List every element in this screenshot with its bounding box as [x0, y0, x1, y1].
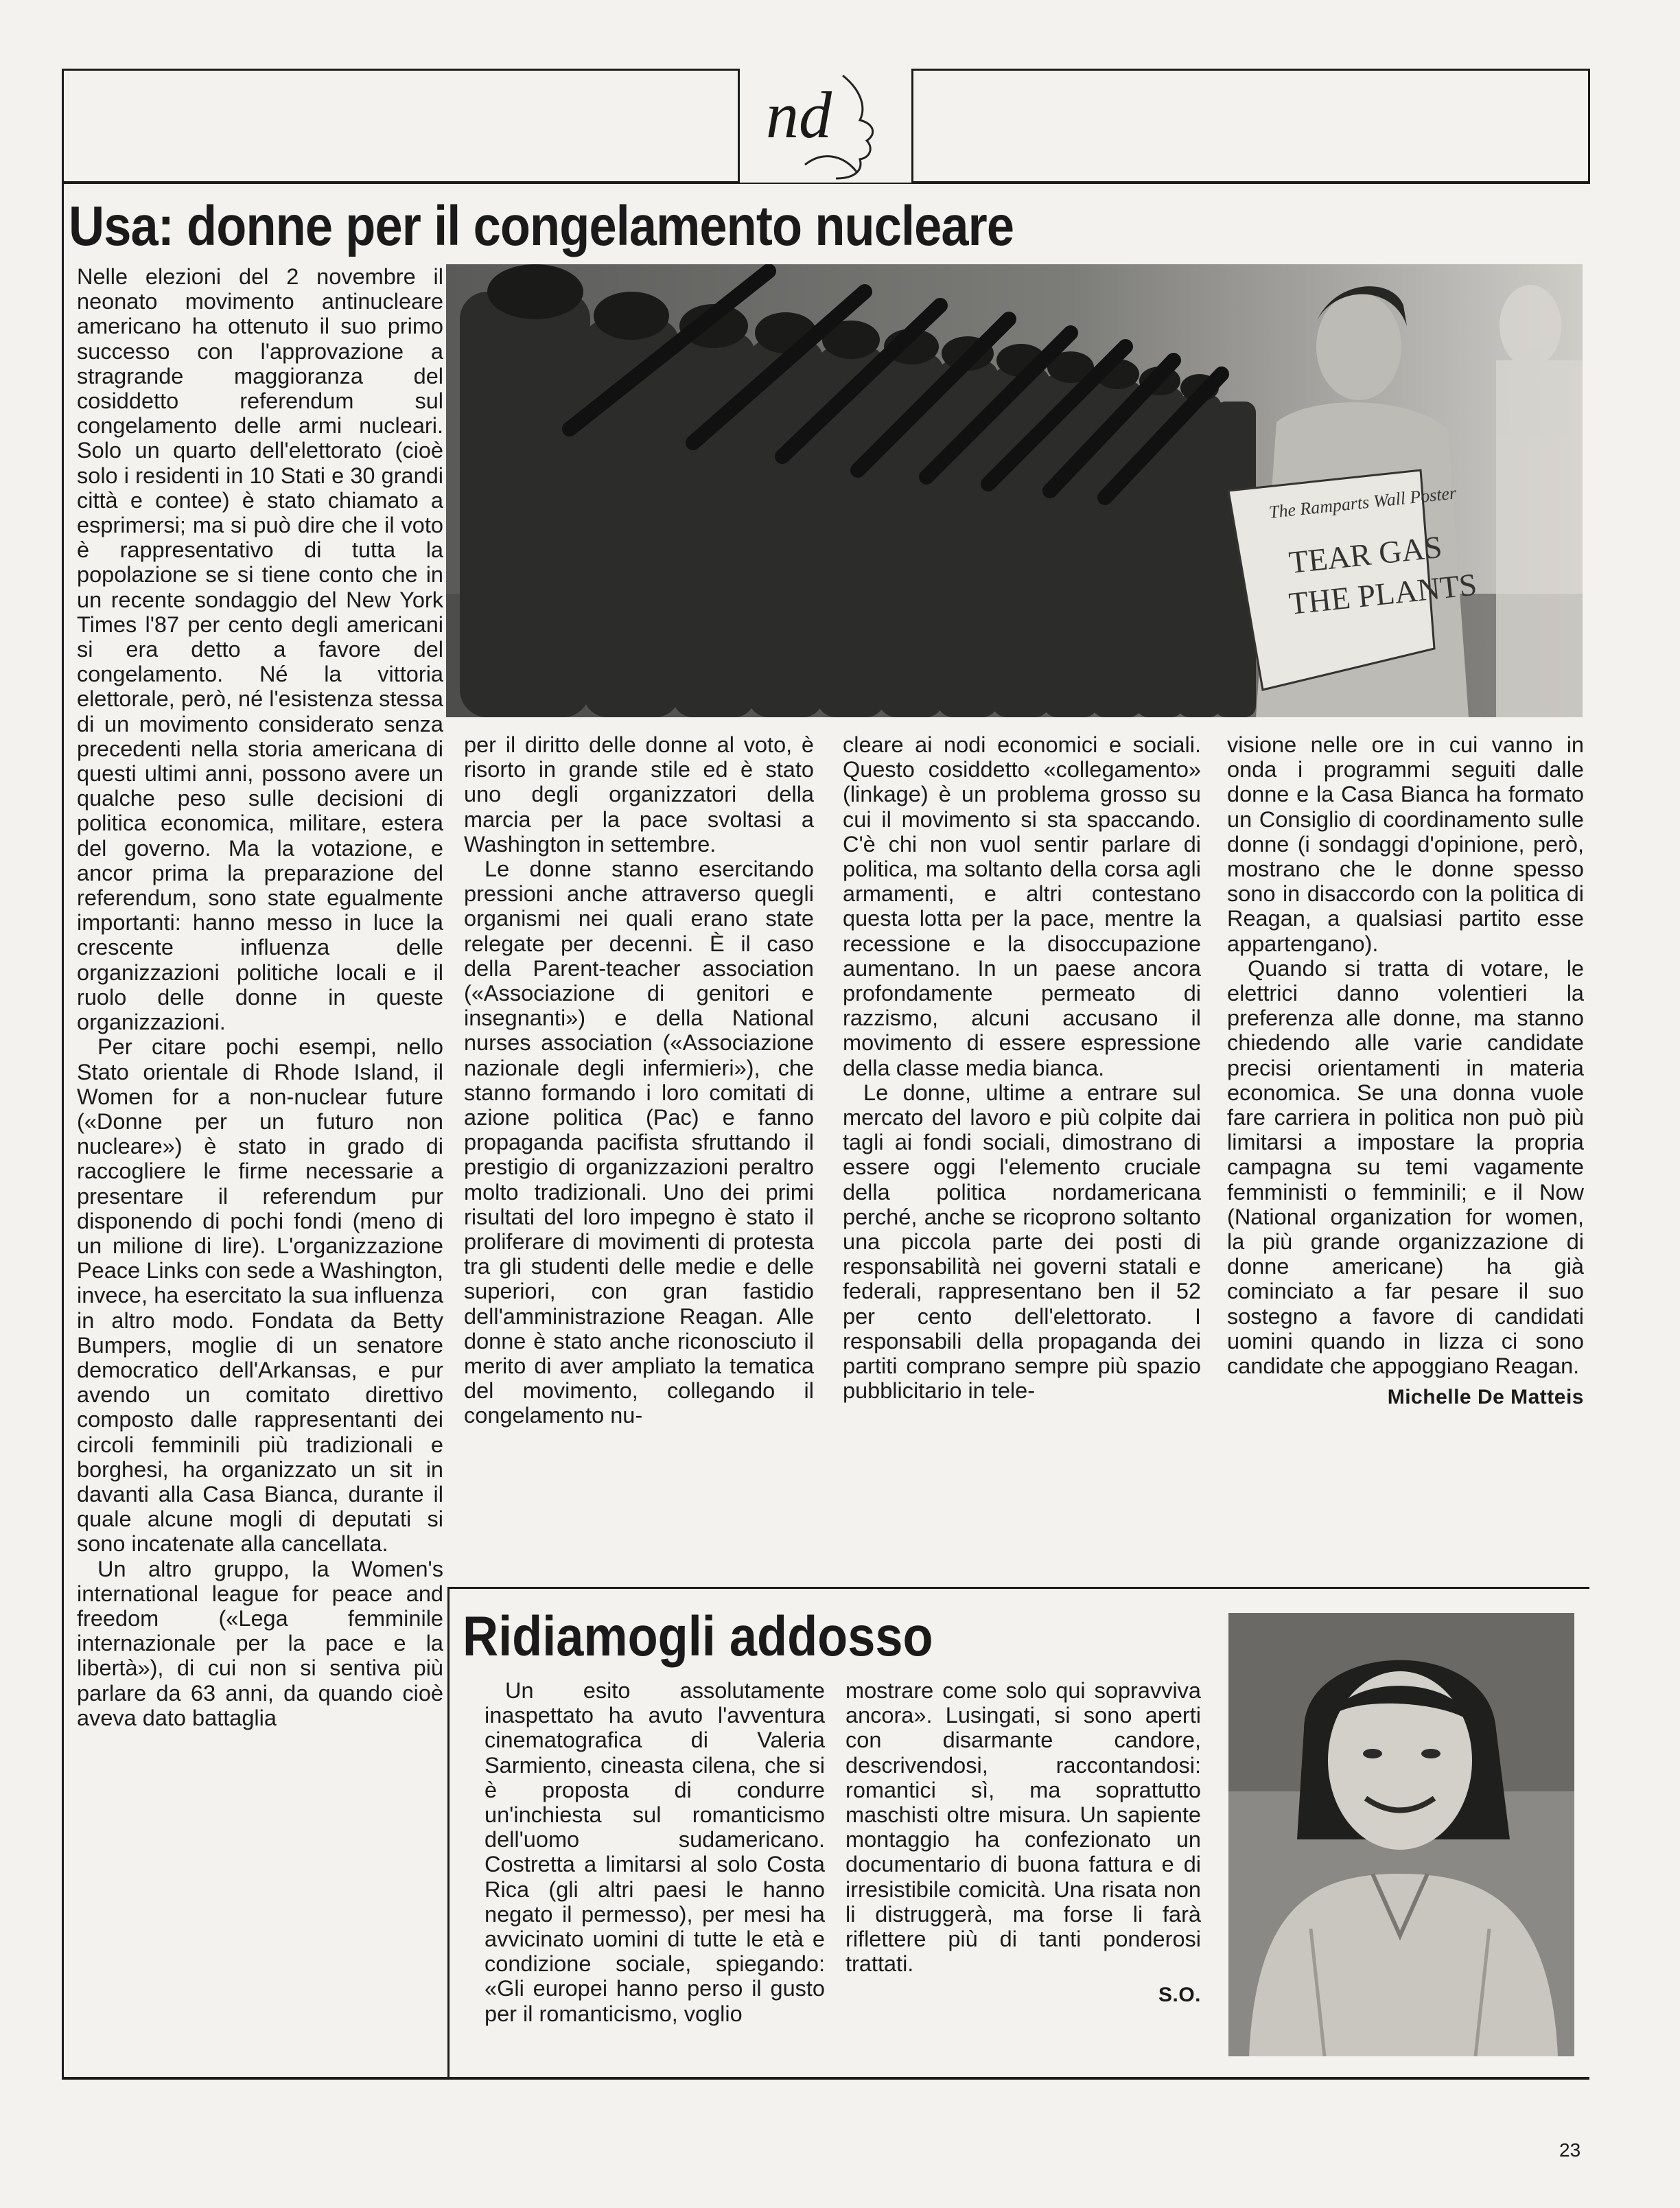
- poster-line-2: THE PLANTS: [1287, 566, 1479, 621]
- paragraph: Le donne stanno esercitando pressioni anche attraverso quegli organismi nei quali erano state relegate per decenni. È il caso della Parent-teacher association («Associazione di genitori e insegnanti») e della National nurses association («Associazione nazionale degli infermieri»), che stanno formando i loro comitati di azione politica (Pac) e fanno propaganda pacifista sfruttando il prestigio di organizzazioni peraltro molto tradizionali. Uno dei primi risultati del loro impegno è stato il proliferare di movimenti di protesta tra gli studenti delle medie e delle superiori, con gran fastidio dell'amministrazione Reagan. Alle donne è stato anche riconosciuto il merito di aver ampliato la tematica del movimento, collegando il congelamento nu-: [464, 857, 814, 1428]
- box-top-rule: [447, 1587, 1589, 1589]
- portrait-photo: [1228, 1613, 1574, 2056]
- article2-title: Ridiamogli addosso: [463, 1605, 933, 1668]
- paragraph: Un esito assolutamente inaspettato ha avuto l'avventura cinematografica di Valeria Sarmiento, cineasta cilena, che si è proposta di condurre un'inchiesta sul romanticismo dell'uomo sudamericano. Costretta a limitarsi al solo Costa Rica (gli altri paesi le hanno negato il permesso), per mesi ha avvicinato uomini di tutte le età e condizione sociale, spiegando: «Gli europei hanno perso il gusto per il romanticismo, voglio: [485, 1678, 825, 2026]
- author-signature: Michelle De Matteis: [1387, 1386, 1584, 1409]
- poster-header-text: The Ramparts Wall Poster: [1268, 483, 1458, 522]
- section-logo: [738, 69, 913, 183]
- article2-signature: S.O.: [1158, 1984, 1201, 2007]
- paragraph: Un altro gruppo, la Women's international league for peace and freedom («Lega femminile internazionale per la pace e la libertà»), di cui non si sentiva più parlare da 63 anni, da quando cioè aveva dato battaglia: [77, 1556, 443, 1730]
- paragraph: mostrare come solo qui sopravviva ancora». Lusingati, si sono aperti con disarmante candore, descrivendosi, raccontandosi: romantici sì, ma soprattutto maschisti oltre misura. Un sapiente montaggio ha confezionato un documentario di buona fattura e di irresistibile comicità. Una risata non li distruggerà, ma forse li farà riflettere più di tanti ponderosi trattati.: [845, 1678, 1201, 1977]
- article-title: Usa: donne per il congelamento nucleare: [69, 195, 1014, 257]
- soldiers-protest-photo: [446, 264, 1583, 717]
- article2-column-1: [485, 1678, 825, 2026]
- paragraph: cleare ai nodi economici e sociali. Questo cosiddetto «collegamento» (linkage) è un problema grosso su cui il movimento si sta spaccando. C'è chi non vuol sentir parlare di politica, ma soltanto della corsa agli armamenti, e altri contestano questa lotta per la pace, mentre la recessione e la disoccupazione aumentano. In un paese ancora profondamente permeato di razzismo, alcuni accusano il movimento di essere espressione della classe media bianca.: [843, 732, 1201, 1080]
- paragraph: Nelle elezioni del 2 novembre il neonato movimento antinucleare americano ha ottenuto il suo primo successo con l'approvazione a stragrande maggioranza del cosiddetto referendum sul congelamento delle armi nucleari. Solo un quarto dell'elettorato (cioè solo i residenti in 10 Stati e 30 grandi città e contee) è stato chiamato a esprimersi; ma si può dire che il voto è rappresentativo di tutta la popolazione se si tiene conto che in un recente sondaggio del New York Times l'87 per cento degli americani si era detto a favore del congelamento. Né la vittoria elettorale, però, né l'esistenza stessa di un movimento considerato senza precedenti nella storia americana di questi ultimi anni, possono avere un qualche peso sulle decisioni di politica economica, militare, estera del governo. Ma la votazione, e ancor prima la preparazione del referendum, sono state egualmente importanti: hanno messo in luce la crescente influenza delle organizzazioni politiche locali e il ruolo delle donne in queste organizzazioni.: [77, 264, 443, 1035]
- article1-column-2: [464, 732, 814, 1428]
- paragraph: Quando si tratta di votare, le elettrici danno volentieri la preferenza alle donne, ma stanno chiedendo alle varie candidate precisi orientamenti in materia economica. Se una donna vuole fare carriera in politica non può più limitarsi a impostare la propria campagna su temi vagamente femministi o femminili; e il Now (National organization for women, la più grande organizzazione di donne americane) ha già cominciato a far pesare il suo sostegno a favore di candidati uomini quando in lizza ci sono candidate che appoggiano Reagan.: [1227, 955, 1584, 1379]
- logo-nd: nd: [766, 78, 832, 152]
- paragraph: per il diritto delle donne al voto, è risorto in grande stile ed è stato uno degli organizzatori della marcia per la pace svoltasi a Washington in settembre.: [464, 732, 814, 857]
- box-left-rule: [447, 1587, 450, 2079]
- article1-column-4: [1227, 732, 1584, 1410]
- page-number: 23: [1559, 2139, 1581, 2161]
- right-rule: [1588, 69, 1590, 184]
- article2-column-2: [845, 1678, 1201, 2008]
- article1-column-1: [77, 264, 443, 1730]
- poster-line-1: TEAR GAS: [1287, 528, 1444, 580]
- paragraph: Le donne, ultime a entrare sul mercato del lavoro e più colpite dai tagli ai fondi sociali, dimostrano di essere oggi l'elemento cruciale della politica nordamericana perché, anche se ricoprono soltanto una piccola parte dei posti di responsabilità nei governi statali e federali, rappresentano ben il 52 per cento dell'elettorato. I responsabili della propaganda dei partiti comprano sempre più spazio pubblicitario in tele-: [843, 1080, 1201, 1404]
- article1-column-3: [843, 732, 1201, 1403]
- left-rule: [62, 69, 64, 2080]
- paragraph: visione nelle ore in cui vanno in onda i programmi seguiti dalle donne e la Casa Bianca ha formato un Consiglio di coordinamento sulle donne (i sondaggi d'opinione, però, mostrano che le donne spesso sono in disaccordo con la politica di Reagan, a qualsiasi partito esse appartengano).: [1227, 732, 1584, 956]
- paragraph: Per citare pochi esempi, nello Stato orientale di Rhode Island, il Women for a non-nuclear future («Donne per un futuro non nucleare») è stato in grado di raccogliere le firme necessarie a presentare il referendum pur disponendo di pochi fondi (meno di un milione di lire). L'organizzazione Peace Links con sede a Washington, invece, ha esercitato la sua influenza in altro modo. Fondata da Betty Bumpers, moglie di un senatore democratico dell'Arkansas, e pur avendo un comitato direttivo composto dalle rappresentanti dei circoli femminili più tradizionali e borghesi, ha organizzato un sit in davanti alla Casa Bianca, durante il quale alcune mogli di deputati si sono incatenate alla cancellata.: [77, 1034, 443, 1557]
- bottom-rule: [62, 2077, 1589, 2080]
